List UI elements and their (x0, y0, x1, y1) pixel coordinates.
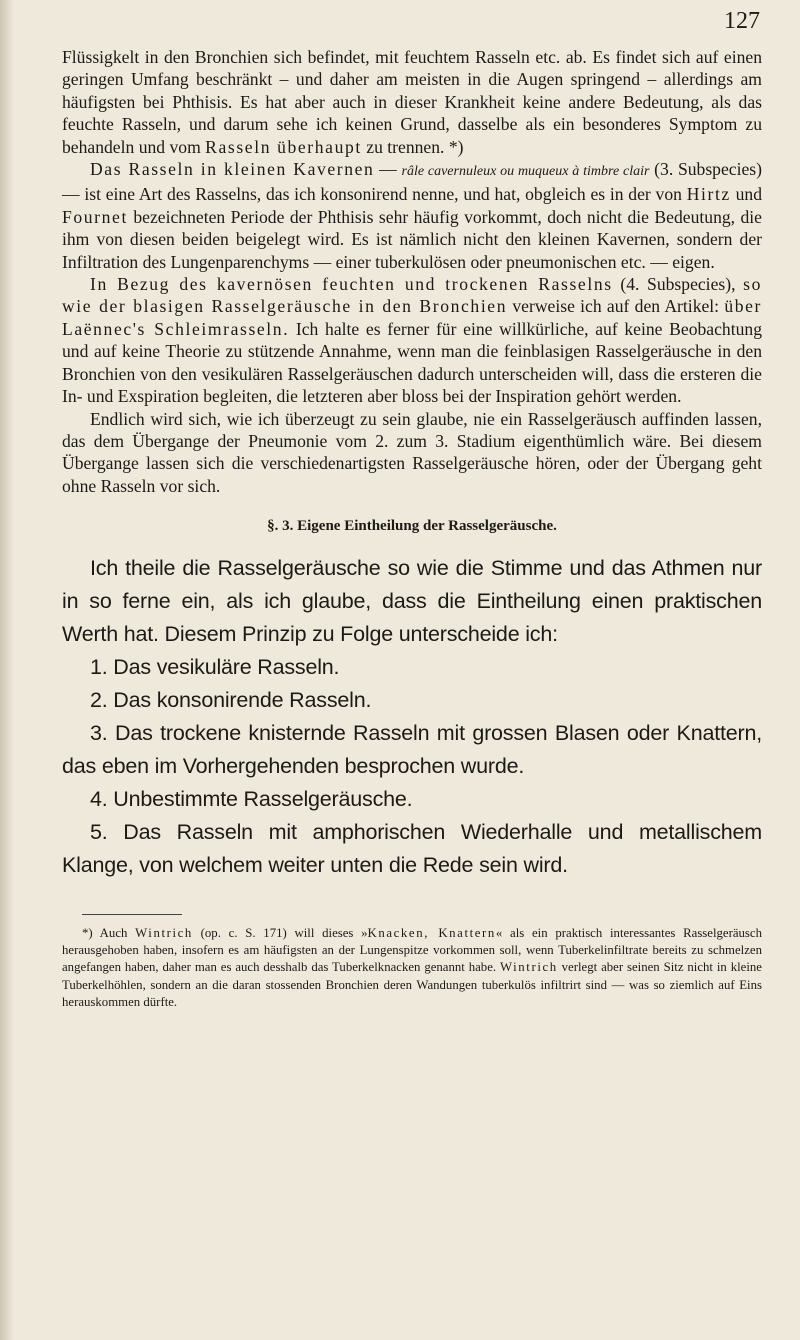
page-number: 127 (724, 8, 760, 34)
paragraph-1-end: zu trennen. *) (361, 136, 464, 157)
paragraph-2-french-term: râle cavernuleux ou muqueux à timbre clair (401, 164, 650, 180)
footnote-separator (82, 914, 182, 915)
paragraph-2-text: (3. Subspecies) — ist eine Art des Rasselns, das ich konsonirend nenne, und hat, obgleich es in der von (62, 159, 762, 205)
footnote-start: *) Auch (82, 925, 136, 940)
page-body (62, 46, 762, 1012)
list-item: 1. Das vesikuläre Rasseln. (90, 654, 340, 679)
paragraph-1-text: Flüssigkelt in den Bronchien sich befindet, mit feuchtem Rasseln etc. ab. Es findet sich auf einen geringen Umfang beschränkt – und daher am meisten in die Augen springend – allerdings am häufigsten bei Phthisis. Es hat aber auch in dieser Krankheit keine andere Bedeutung, als das feuchte Rasseln, und darum sehe ich keinen Grund, dasselbe als ein besonderes Symptom zu behandeln und vom (62, 47, 762, 157)
list-item: 2. Das konsonirende Rasseln. (90, 687, 372, 712)
paragraph-3-emphasis: so wie der blasigen Rasselgeräusche in den Bronchien (62, 274, 762, 317)
paragraph-2-end: bezeichneten Periode der Phthisis sehr häufig vorkommt, doch nicht die Bedeutung, die ihm von diesen beiden beigelegt wird. Es ist nämlich nicht den kleinen Kavernen, sondern der Infiltration des Lungenparenchyms — einer tuberkulösen oder pneumonischen etc. — eigen. (62, 206, 762, 272)
paragraph-3-lead: In Bezug des kavernösen feuchten und trockenen Rasselns (90, 274, 613, 295)
paragraph-2-dash: — (374, 159, 402, 180)
paragraph-2-and: und (730, 184, 762, 205)
footnote (62, 925, 762, 1012)
paragraph-4: Endlich wird sich, wie ich überzeugt zu sein glaube, nie ein Rasselgeräusch auffinden lassen, das dem Übergange der Pneumonie vom 2. zum 3. Stadium eigenthümlich wäre. Bei diesem Übergange lassen sich die verschiedenartigsten Rasselgeräusche hören, oder der Übergang geht ohne Rasseln vor sich. (62, 408, 762, 496)
author-name-hirtz: Hirtz (686, 184, 731, 205)
paragraph-1 (62, 46, 762, 158)
footnote-author: Wintrich (135, 925, 193, 940)
paragraph-3-article-ref: über Laënnec's Schleimrasseln. (62, 296, 763, 339)
footnote-author-2: Wintrich (499, 960, 558, 975)
page-edge-shadow (0, 0, 14, 1340)
paragraph-3 (62, 273, 762, 407)
section-heading: §. 3. Eigene Eintheilung der Rasselgeräusche. (267, 518, 557, 535)
paragraph-2-lead: Das Rasseln in kleinen Kavernen (90, 159, 375, 180)
author-name-fournet: Fournet (62, 206, 128, 227)
paragraph-2 (62, 158, 762, 273)
list-item: 5. Das Rasseln mit amphorischen Wiederhalle und metallischem Klange, von welchem weiter unten die Rede sein wird. (62, 819, 762, 877)
footnote-end: verlegt aber seinen Sitz nicht in kleine Tuberkelhöhlen, sondern an die daran stossenden Bronchien deren Wandungen tuberkulös infiltrirt sind — was so ziemlich auf Eins herauskommen dürfte. (62, 960, 762, 1010)
list-item: 4. Unbestimmte Rasselgeräusche. (90, 786, 413, 811)
paragraph-1-emphasis: Rasseln überhaupt (205, 136, 362, 157)
footnote-text-2: « als ein praktisch interessantes Rasselgeräusch herausgehoben haben, insofern es am häufigsten an der Lungenspitze vorkommen soll, wenn Tuberkelinfiltrate bereits zu schmelzen angefangen haben, daher man es auch desshalb das Tuberkelknacken genannt habe. (62, 925, 762, 975)
list-item: 3. Das trockene knisternde Rasseln mit grossen Blasen oder Knattern, das eben im Vorhergehenden besprochen wurde. (62, 720, 762, 778)
paragraph-3-subspecies: (4. Subspecies), (612, 274, 744, 295)
classification-block (62, 552, 762, 882)
footnote-text: (op. c. S. 171) will dieses » (192, 925, 368, 940)
footnote-term: Knacken, Knattern (367, 925, 496, 940)
paragraph-3-text: verweise ich auf den Artikel: (507, 296, 725, 317)
paragraph-3-end: Ich halte es ferner für eine willkürliche, auf keine Beobachtung und auf keine Theorie zu stützende Annahme, wenn man die feinblasigen Rasselgeräusche in den Bronchien von den vesikulären Rasselgeräuschen dadurch unterscheiden will, dass die ersteren die In- und Exspiration begleiten, die letzteren aber bloss bei der Inspiration gehört werden. (62, 318, 762, 407)
classification-intro: Ich theile die Rasselgeräusche so wie die Stimme und das Athmen nur in so ferne ein, als ich glaube, dass die Eintheilung einen praktischen Werth hat. Diesem Prinzip zu Folge unterscheide ich: (62, 555, 762, 646)
